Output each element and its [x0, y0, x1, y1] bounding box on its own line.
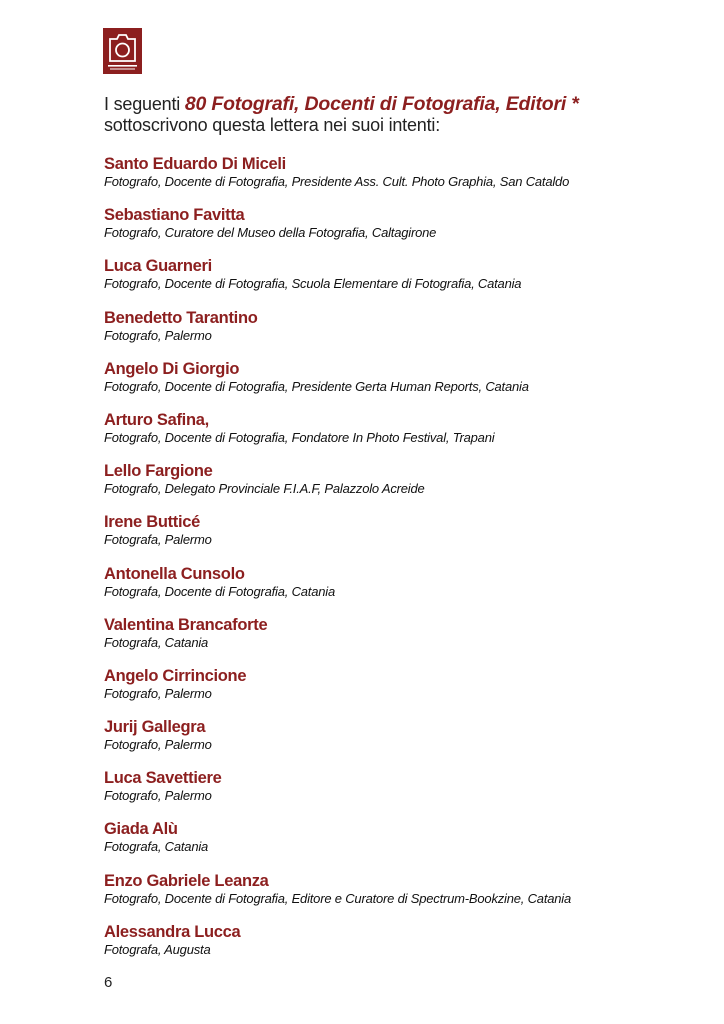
signatory-role: Fotografo, Curatore del Museo della Fotografia, Caltagirone: [104, 225, 437, 241]
list-item: [104, 871, 704, 922]
signatory-role: Fotografo, Palermo: [104, 685, 212, 701]
signatory-name: Angelo Di Giorgio: [104, 359, 240, 378]
photo-graphia-logo: [103, 28, 142, 74]
intro-prefix: I seguenti: [104, 94, 185, 114]
list-item: [104, 666, 704, 717]
intro-highlight: 80 Fotografi, Docenti di Fotografia, Editori *: [184, 93, 579, 115]
list-item: [104, 768, 704, 819]
list-item: [104, 615, 704, 666]
list-item: [104, 717, 704, 768]
signatory-role: Fotografa, Augusta: [104, 941, 211, 957]
signatory-role: Fotografo, Palermo: [104, 788, 212, 804]
signatory-role: Fotografo, Palermo: [104, 327, 212, 343]
signatory-name: Santo Eduardo Di Miceli: [104, 155, 286, 173]
signatory-name: Benedetto Tarantino: [104, 308, 258, 327]
signatory-name: Alessandra Lucca: [104, 922, 241, 941]
list-item: [104, 819, 704, 870]
list-item: [104, 205, 704, 256]
signatory-role: Fotografo, Palermo: [104, 737, 212, 753]
page-number: 6: [104, 974, 113, 991]
signatories-list: [104, 154, 704, 973]
signatory-name: Jurij Gallegra: [104, 718, 206, 737]
list-item: [104, 359, 704, 410]
signatory-name: Luca Savettiere: [104, 769, 222, 788]
list-item: [104, 461, 704, 512]
signatory-role: Fotografa, Docente di Fotografia, Catania: [104, 583, 335, 599]
signatory-role: Fotografo, Delegato Provinciale F.I.A.F, Palazzolo Acreide: [104, 481, 425, 497]
signatory-name: Irene Butticé: [104, 513, 201, 532]
camera-icon: [103, 28, 142, 74]
signatory-role: Fotografo, Docente di Fotografia, Editore e Curatore di Spectrum-Bookzine, Catania: [104, 890, 572, 906]
intro-line-1: [104, 94, 694, 115]
intro-line-2: sottoscrivono questa lettera nei suoi intenti:: [104, 115, 440, 135]
signatory-role: Fotografa, Catania: [104, 839, 209, 855]
list-item: [104, 308, 704, 359]
signatory-name: Valentina Brancaforte: [104, 615, 268, 634]
signatory-role: Fotografo, Docente di Fotografia, Presidente Ass. Cult. Photo Graphia, San Cataldo: [104, 174, 570, 189]
list-item: [104, 512, 704, 563]
signatory-name: Angelo Cirrincione: [104, 666, 247, 685]
signatory-name: Giada Alù: [104, 820, 178, 839]
signatory-name: Sebastiano Favitta: [104, 206, 245, 225]
signatory-role: Fotografo, Docente di Fotografia, Presidente Gerta Human Reports, Catania: [104, 378, 529, 394]
signatory-name: Lello Fargione: [104, 462, 213, 481]
signatory-role: Fotografa, Catania: [104, 634, 209, 650]
list-item: [104, 922, 704, 973]
signatory-name: Antonella Cunsolo: [104, 564, 245, 583]
list-item: [104, 256, 704, 307]
signatory-role: Fotografa, Palermo: [104, 532, 212, 548]
signatory-name: Enzo Gabriele Leanza: [104, 871, 269, 890]
list-item: [104, 564, 704, 615]
intro-paragraph: [104, 94, 694, 136]
signatory-role: Fotografo, Docente di Fotografia, Fondatore In Photo Festival, Trapani: [104, 429, 495, 445]
list-item: [104, 410, 704, 461]
list-item: [104, 154, 704, 205]
signatory-name: Arturo Safina,: [104, 410, 209, 429]
signatory-name: Luca Guarneri: [104, 257, 212, 276]
signatory-role: Fotografo, Docente di Fotografia, Scuola Elementare di Fotografia, Catania: [104, 276, 522, 292]
